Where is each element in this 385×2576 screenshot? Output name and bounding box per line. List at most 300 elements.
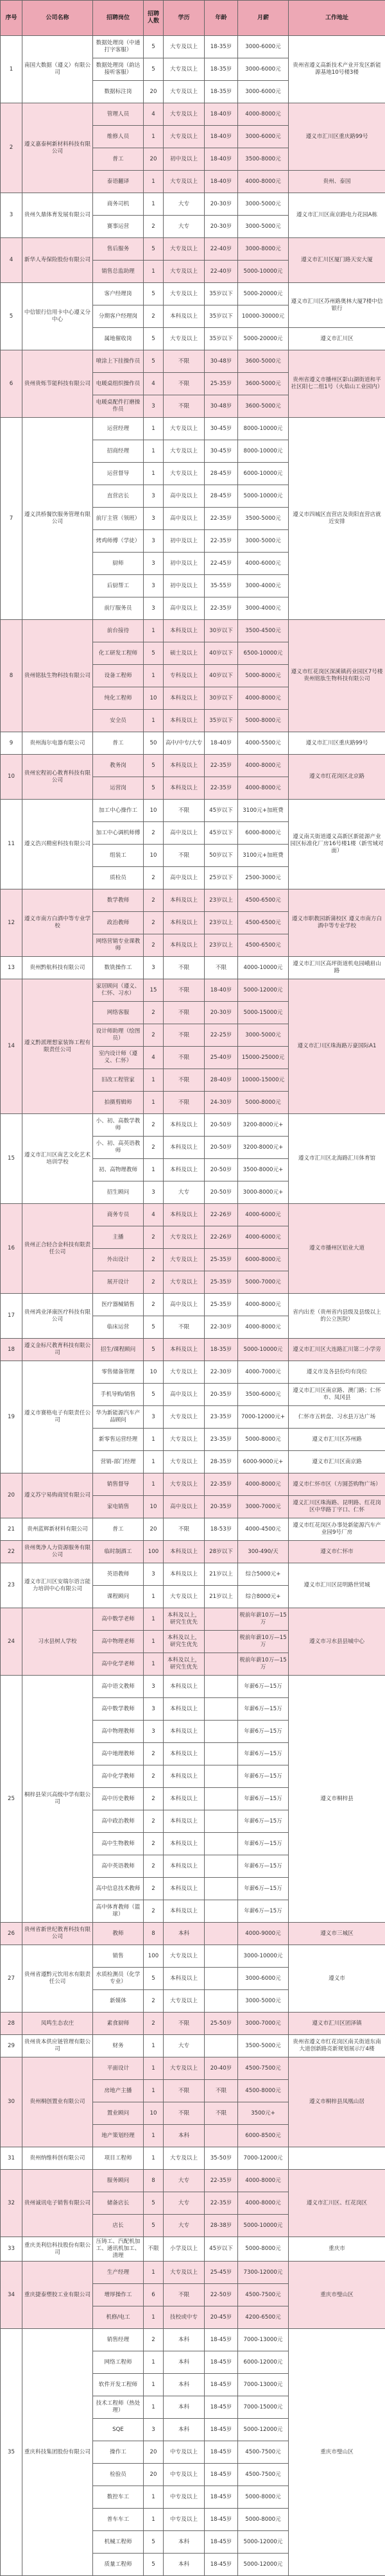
work-address: 遵义市红花岗区北京路: [289, 755, 385, 800]
position-count: 15: [144, 979, 164, 1002]
position-salary: 4000-8000元: [238, 687, 289, 710]
position-education: 本科及以上: [164, 1900, 205, 1923]
company-seq: 1: [1, 36, 22, 103]
position-age: [205, 1608, 238, 1631]
position-age: 20-50岁: [205, 1159, 238, 1181]
position-education: 大专及以上: [164, 2262, 205, 2284]
position-title: 加工中心调机师傅: [93, 822, 144, 845]
position-age: 22-45岁: [205, 553, 238, 575]
position-salary: 10000-30000元: [238, 305, 289, 328]
position-age: 22-26岁: [205, 1226, 238, 1249]
position-count: 5: [144, 2215, 164, 2237]
position-count: 5: [144, 2531, 164, 2554]
position-salary: 5000-8000元: [238, 1429, 289, 1451]
position-title: 销售督导: [93, 1473, 144, 1496]
position-title: 临床运营: [93, 1316, 144, 1339]
position-education: 本科: [164, 2329, 205, 2351]
position-age: 23岁以上: [205, 934, 238, 957]
position-count: 20: [144, 2441, 164, 2464]
company-name: 贵州正合轻合金科技有限责任公司: [22, 1204, 93, 1294]
position-title: 运营督导: [93, 463, 144, 485]
company-seq: 6: [1, 350, 22, 418]
position-title: 家电销售: [93, 1496, 144, 1518]
position-age: 20-30岁: [205, 193, 238, 216]
position-title: 软件开发工程师: [93, 2374, 144, 2396]
company-name: 贵州黔航科技有限公司: [22, 957, 93, 979]
position-age: 22-35岁: [205, 530, 238, 553]
position-age: 18-35岁: [205, 36, 238, 58]
position-title: 展开设计: [93, 1271, 144, 1294]
company-name: 贵州蓝辉新材料有限公司: [22, 1518, 93, 1541]
table-row: [1, 2057, 385, 2080]
position-title: 地产策划经理: [93, 2125, 144, 2147]
position-education: 本科及以上: [164, 1878, 205, 1900]
header-company: 公司名称: [22, 1, 93, 36]
position-title: 高中信息技术教师: [93, 1878, 144, 1900]
company-seq: 24: [1, 1608, 22, 1676]
position-salary: 10000-15000元: [238, 1069, 289, 1092]
work-address: 遵义汇川区珠海路、昆明路、红花岗区中华路丁字口、仁怀: [289, 1496, 385, 1518]
position-salary: 年薪6万—15万: [238, 1743, 289, 1765]
company-seq: 11: [1, 800, 22, 889]
work-address: 遵义市红花岗区办事处新能源汽车产业园9号厂房: [289, 1518, 385, 1541]
position-title: 新零售运营经理: [93, 1429, 144, 1451]
company-name: 贵州省遵黔元饮用水有限责任公司: [22, 1945, 93, 2013]
position-title: 高中地理教师: [93, 1743, 144, 1765]
position-title: 课程顾问: [93, 1586, 144, 1608]
work-address: 遵义市及各县份均有岗位: [289, 1361, 385, 1384]
position-count: 1: [144, 2035, 164, 2057]
company-name: 遵义市南方白酒中等专业学校: [22, 889, 93, 957]
position-title: 增厚操作工: [93, 2284, 144, 2306]
table-row: [1, 418, 385, 440]
company-name: 贵州铭肽生物科技有限公司: [22, 620, 93, 732]
position-count: 3: [144, 575, 164, 597]
position-education: 本科: [164, 1923, 205, 1945]
position-title: 普工: [93, 148, 144, 171]
position-count: 10: [144, 800, 164, 822]
position-title: 拍摄剪辑师: [93, 1092, 144, 1114]
position-education: 初中及以上: [164, 530, 205, 553]
position-title: 前台接待: [93, 620, 144, 642]
position-salary: 4000-7000元: [238, 1361, 289, 1384]
position-salary: 4000-4500元: [238, 1518, 289, 1541]
position-salary: 综合8000元+: [238, 1586, 289, 1608]
position-title: 高中物理老师: [93, 1631, 144, 1653]
table-row: [1, 1473, 385, 1496]
position-count: 10: [144, 1361, 164, 1384]
position-count: 1: [144, 2147, 164, 2170]
position-salary: 4500-7500元: [238, 2441, 289, 2464]
position-salary: 7000-13000元: [238, 2329, 289, 2351]
position-age: 28-45岁: [205, 463, 238, 485]
work-address: 遵义市汇川区南京路: [289, 1451, 385, 1473]
company-seq: 21: [1, 1518, 22, 1541]
position-salary: 6000-8500元: [238, 2125, 289, 2147]
position-age: 18-40岁: [205, 979, 238, 1002]
position-salary: 3000-5000元: [238, 193, 289, 216]
position-education: 中专及以上: [164, 2486, 205, 2509]
table-row: [1, 2035, 385, 2057]
position-title: 普车车工: [93, 2509, 144, 2531]
position-age: 18-40岁: [205, 171, 238, 193]
table-row: [1, 755, 385, 777]
position-age: [205, 1765, 238, 1788]
table-body: [1, 36, 385, 2576]
position-age: 18-35岁: [205, 1339, 238, 1361]
work-address: 重庆市璧山区: [289, 2262, 385, 2329]
position-age: 20-35岁: [205, 1496, 238, 1518]
position-count: 3: [144, 597, 164, 620]
position-count: 5: [144, 1384, 164, 1406]
position-count: 5: [144, 58, 164, 81]
position-salary: 3000-7000元: [238, 2013, 289, 2035]
position-age: 45岁以下: [205, 822, 238, 845]
work-address: 遵义南关街道遵义高新区新能源产业园区标准化厂房16号楼1楼（新雪域对面）: [289, 800, 385, 889]
position-title: 电暖桌配件打磨操作员: [93, 395, 144, 418]
position-education: 大专及以上: [164, 103, 205, 126]
company-seq: 23: [1, 1563, 22, 1608]
position-count: 2: [144, 1249, 164, 1271]
position-salary: 4000-6000元: [238, 1204, 289, 1226]
position-age: 40岁以下: [205, 642, 238, 665]
position-age: 20-50岁: [205, 1114, 238, 1137]
position-title: 直营店长: [93, 485, 144, 508]
position-count: 3: [144, 485, 164, 508]
company-seq: 22: [1, 1541, 22, 1563]
position-salary: 年薪6万—15万: [238, 1676, 289, 1698]
position-count: 5: [144, 328, 164, 350]
work-address: 贵州、泰国: [289, 171, 385, 193]
work-address: 遵义市三城区: [289, 1923, 385, 1945]
position-age: 20-30岁: [205, 216, 238, 238]
position-salary: 5000-12000元: [238, 2419, 289, 2441]
company-name: 南国大数据（遵义）有限公司: [22, 36, 93, 103]
table-row: [1, 800, 385, 822]
company-name: 遵义金标尺教育科技有限公司: [22, 1339, 93, 1361]
position-education: 本科及以上: [164, 305, 205, 328]
position-count: 4: [144, 1204, 164, 1226]
position-education: 本科及以上: [164, 1204, 205, 1226]
work-address: 遵义市汇川区北海路汇川体育馆: [289, 1114, 385, 1204]
company-name: 贵州宏程初心教育科技有限公司: [22, 755, 93, 800]
position-count: 10: [144, 687, 164, 710]
company-seq: 10: [1, 755, 22, 800]
position-age: 35岁以下: [205, 328, 238, 350]
position-salary: 年薪6万—15万: [238, 1855, 289, 1878]
position-count: 1: [144, 2509, 164, 2531]
position-age: 18-45岁: [205, 2351, 238, 2374]
position-title: 高中数学老师: [93, 1608, 144, 1631]
position-education: 本科及以上: [164, 1833, 205, 1855]
position-age: 28岁以下: [205, 1541, 238, 1563]
position-education: 本科及以上: [164, 1721, 205, 1743]
position-age: 不限: [205, 957, 238, 979]
position-education: 大专及以上: [164, 126, 205, 148]
position-age: 30岁以下: [205, 620, 238, 642]
work-address: 遵义市: [289, 1945, 385, 2013]
position-education: 本科: [164, 2419, 205, 2441]
position-education: 高中及以上: [164, 485, 205, 508]
position-count: 1: [144, 1653, 164, 1676]
position-education: 小学及以上: [164, 2237, 205, 2262]
position-education: 大专及以上: [164, 1361, 205, 1384]
position-salary: 7000-13000元: [238, 2374, 289, 2396]
company-seq: 5: [1, 283, 22, 350]
position-title: 数据标注岗: [93, 81, 144, 103]
position-salary: 7000-15000元: [238, 2396, 289, 2419]
position-title: 水质检测员（化学专业）: [93, 1968, 144, 1990]
company-seq: 2: [1, 103, 22, 193]
company-name: 凤鸣生态农庄: [22, 2013, 93, 2035]
position-salary: 年薪6万—15万: [238, 1878, 289, 1900]
position-age: [205, 1788, 238, 1810]
company-name: 贵州省新世纪教育科技有限公司: [22, 1923, 93, 1945]
position-title: 家居顾问（遵义、仁怀、习水）: [93, 979, 144, 1002]
position-education: 不限: [164, 800, 205, 822]
position-age: 18-40岁: [205, 103, 238, 126]
position-salary: 7000-12000元: [238, 2147, 289, 2170]
position-count: 3: [144, 508, 164, 530]
position-education: 技校或中专: [164, 2306, 205, 2329]
position-count: 20: [144, 148, 164, 171]
position-count: 8: [144, 2170, 164, 2192]
table-row: [1, 1541, 385, 1563]
position-salary: 3000-5000元: [238, 216, 289, 238]
position-count: 2: [144, 1833, 164, 1855]
position-age: 45岁以下: [205, 2237, 238, 2262]
position-title: 高中英语教师: [93, 1855, 144, 1878]
company-name: 遵义黔派理想家装饰工程有限责任公司: [22, 979, 93, 1114]
position-age: 24-30岁: [205, 1092, 238, 1114]
position-age: 22-40岁: [205, 261, 238, 283]
position-title: 烤鸡师傅（学徒）: [93, 530, 144, 553]
table-row: [1, 2147, 385, 2170]
position-count: 3: [144, 957, 164, 979]
position-title: 店长: [93, 2215, 144, 2237]
position-salary: 5000-8000元: [238, 665, 289, 687]
table-row: [1, 1563, 385, 1586]
work-address: 遵义市汇川区苏州路奥林大厦7楼中信银行: [289, 283, 385, 328]
position-education: 中专及以上: [164, 2509, 205, 2531]
company-name: 重庆美利信科技股份有限公司: [22, 2237, 93, 2262]
position-age: 50岁以下: [205, 845, 238, 867]
position-count: 50: [144, 732, 164, 755]
position-salary: 5000-10000元: [238, 485, 289, 508]
work-address: 重庆市: [289, 2237, 385, 2262]
position-count: 5: [144, 755, 164, 777]
position-salary: 6000-8000元: [238, 1249, 289, 1271]
position-age: [205, 1743, 238, 1765]
position-count: 2: [144, 2329, 164, 2351]
position-count: 2: [144, 1271, 164, 1294]
position-count: 1: [144, 2396, 164, 2419]
table-row: [1, 350, 385, 373]
position-salary: 3200-8000元+: [238, 1114, 289, 1137]
work-address: 遵义市仁怀市区（方圆荟购物广场）: [289, 1473, 385, 1496]
company-name: 贵州奥净人力资源服务有限公司: [22, 1541, 93, 1563]
position-salary: 5000-12000元: [238, 2531, 289, 2554]
table-row: [1, 238, 385, 261]
company-seq: 28: [1, 2013, 22, 2035]
work-address: 重庆市璧山区: [289, 2329, 385, 2576]
position-title: 后厨帮工: [93, 575, 144, 597]
work-address: 贵州省遵义高新技术产业开发区新能源基地10号楼3楼: [289, 36, 385, 103]
company-name: 贵州贵本供应链管理有限公司: [22, 2035, 93, 2057]
position-education: 本科及以上: [164, 1676, 205, 1698]
position-age: 25-40岁: [205, 1047, 238, 1069]
position-age: 18-35岁: [205, 81, 238, 103]
position-salary: 15000-25000元: [238, 1047, 289, 1069]
company-name: 遵义市赛格电子有限责任公司: [22, 1361, 93, 1473]
table-row: [1, 283, 385, 305]
company-seq: 31: [1, 2147, 22, 2170]
position-salary: 6000-8000元: [238, 822, 289, 845]
position-count: 2: [144, 1765, 164, 1788]
position-count: 2: [144, 1294, 164, 1316]
position-education: 本科: [164, 2396, 205, 2419]
position-age: 18-45岁: [205, 2464, 238, 2486]
position-age: 18-45岁: [205, 2486, 238, 2509]
table-row: [1, 1361, 385, 1384]
position-age: 30-48岁: [205, 395, 238, 418]
position-salary: 年薪6万—15万: [238, 1721, 289, 1743]
position-age: 28-35岁: [205, 1451, 238, 1473]
position-education: 本科及以上: [164, 1114, 205, 1137]
position-age: [205, 1833, 238, 1855]
position-count: 100: [144, 1541, 164, 1563]
position-count: 8: [144, 1923, 164, 1945]
position-count: 2: [144, 1114, 164, 1137]
position-education: 大专: [164, 1181, 205, 1204]
position-education: 大专及以上: [164, 1271, 205, 1294]
position-count: 2: [144, 912, 164, 934]
position-education: 本科及以上: [164, 934, 205, 957]
table-row: [1, 1923, 385, 1945]
position-education: 大专及以上: [164, 1249, 205, 1271]
position-education: 本科: [164, 2374, 205, 2396]
position-age: 18-45岁: [205, 2509, 238, 2531]
position-count: 4: [144, 1047, 164, 1069]
position-education: 大专: [164, 2035, 205, 2057]
work-address: 遵义市汇川区团泽镇: [289, 2013, 385, 2035]
position-age: 25-35岁: [205, 1249, 238, 1271]
position-age: 30-45岁: [205, 418, 238, 440]
position-education: 中专及以上: [164, 2464, 205, 2486]
position-title: 组装工: [93, 845, 144, 867]
work-address: 遵义市桐梓县: [289, 1676, 385, 1923]
position-education: 高中及以上: [164, 822, 205, 845]
position-age: 25-35岁: [205, 1271, 238, 1294]
position-title: 质检员: [93, 867, 144, 889]
position-title: 普工: [93, 732, 144, 755]
position-education: 本科: [164, 2351, 205, 2374]
position-title: 商务专员: [93, 1204, 144, 1226]
position-age: 35岁以下: [205, 710, 238, 732]
position-education: 大专: [164, 2215, 205, 2237]
position-salary: 3000-6000元: [238, 81, 289, 103]
table-row: [1, 2329, 385, 2351]
position-salary: 4000-8000元: [238, 171, 289, 193]
position-salary: 3000-10000元: [238, 1945, 289, 1968]
position-salary: 5000-20000元: [238, 328, 289, 350]
table-row: [1, 2170, 385, 2192]
position-salary: 5000-8000元: [238, 2509, 289, 2531]
position-count: 1: [144, 2125, 164, 2147]
position-age: [205, 1631, 238, 1653]
position-education: 高中及以上: [164, 1384, 205, 1406]
position-education: 不限: [164, 1069, 205, 1092]
position-education: 大专及以上: [164, 1473, 205, 1496]
position-salary: 5000-12000元: [238, 2554, 289, 2576]
position-education: 大专及以上: [164, 238, 205, 261]
position-title: 普工: [93, 1518, 144, 1541]
position-title: 销售总监助理: [93, 261, 144, 283]
position-education: 本科及以上: [164, 912, 205, 934]
position-title: 运营经理: [93, 418, 144, 440]
company-name: 习水县树人学校: [22, 1608, 93, 1676]
position-salary: 3600-5000元: [238, 395, 289, 418]
position-title: 运营岗: [93, 777, 144, 800]
position-salary: 综合5000元+: [238, 1563, 289, 1586]
position-title: 平面设计: [93, 2057, 144, 2080]
position-title: 高中生物教师: [93, 1833, 144, 1855]
position-title: 厨师: [93, 553, 144, 575]
position-education: 大专: [164, 2170, 205, 2192]
position-title: 数据处理岗（韵达接听客服）: [93, 58, 144, 81]
position-title: 销售经理: [93, 2329, 144, 2351]
position-salary: 4000-9000元: [238, 1923, 289, 1945]
position-salary: 4000-10000元: [238, 957, 289, 979]
position-count: 1: [144, 2262, 164, 2284]
company-seq: 13: [1, 957, 22, 979]
position-title: 政治教师: [93, 912, 144, 934]
position-title: 置业顾问: [93, 2102, 144, 2125]
header-count: 招聘人数: [144, 1, 164, 36]
position-count: 1: [144, 2374, 164, 2396]
position-education: 本科及以上: [164, 687, 205, 710]
position-count: 3: [144, 1181, 164, 1204]
company-seq: 32: [1, 2170, 22, 2237]
position-education: 不限: [164, 2013, 205, 2035]
position-count: 2: [144, 1855, 164, 1878]
position-salary: 5000-20000元: [238, 283, 289, 305]
position-title: 华为新能源汽车产品顾问: [93, 1406, 144, 1429]
work-address: 遵义市汇川区南京路、澳门路；仁怀市、凤冈县: [289, 1384, 385, 1406]
position-title: 机修/电工: [93, 2306, 144, 2329]
position-count: 5: [144, 642, 164, 665]
position-salary: 3000-6000元: [238, 58, 289, 81]
position-salary: 年薪6万—15万: [238, 1698, 289, 1721]
position-count: 4: [144, 373, 164, 395]
position-salary: 3000-5000元: [238, 530, 289, 553]
position-salary: 4500-6500元: [238, 889, 289, 912]
position-age: [205, 1878, 238, 1900]
position-education: 不限: [164, 845, 205, 867]
position-title: 纯化工程师: [93, 687, 144, 710]
position-count: 1: [144, 665, 164, 687]
work-address: 遵义市汇川区昆明路世贸城: [289, 1563, 385, 1608]
company-seq: 12: [1, 889, 22, 957]
position-salary: 4000-8000元: [238, 1473, 289, 1496]
position-title: 网络工程师: [93, 2351, 144, 2374]
position-education: 大专及以上: [164, 1451, 205, 1473]
position-age: 18-45岁: [205, 2374, 238, 2396]
position-age: 18-40岁: [205, 148, 238, 171]
position-title: 检验员: [93, 2464, 144, 2486]
work-address: 遵义市四城区直营店及贵阳直营店就近安排: [289, 418, 385, 620]
position-salary: 3100元+加班费: [238, 800, 289, 822]
